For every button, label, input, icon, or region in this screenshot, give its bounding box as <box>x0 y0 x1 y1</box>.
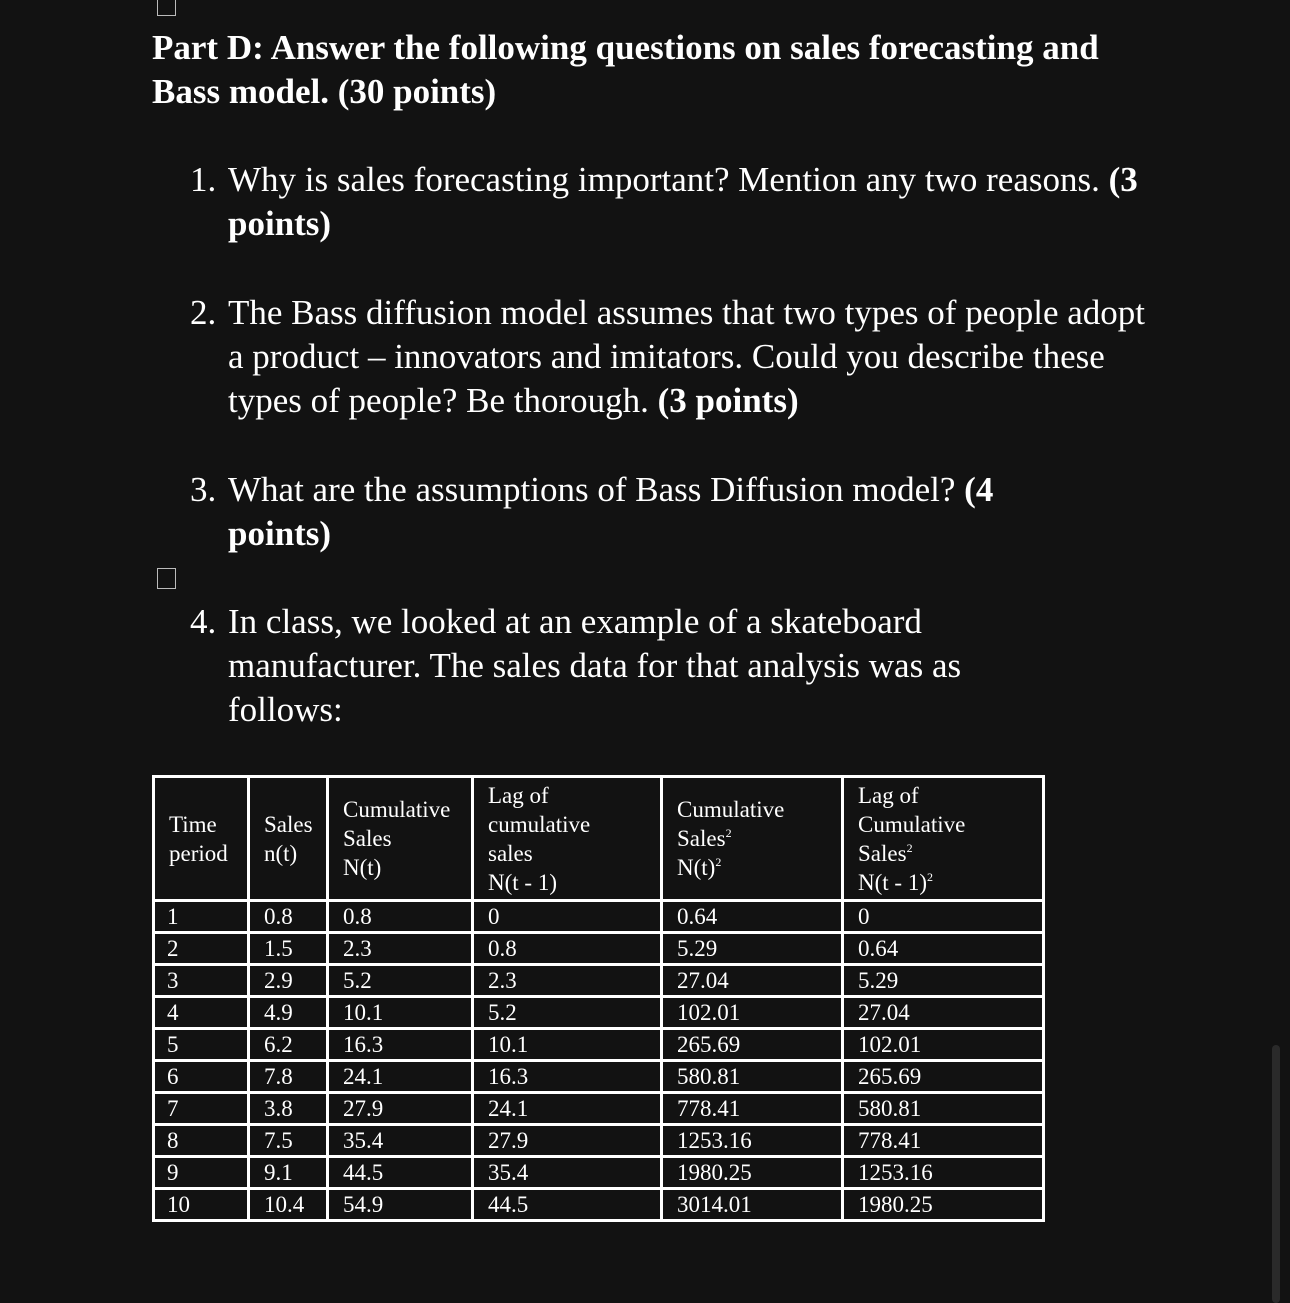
table-cell: 0.64 <box>662 901 843 933</box>
table-cell: 1253.16 <box>662 1125 843 1157</box>
question-3 <box>190 468 1150 556</box>
table-cell: 3 <box>154 965 249 997</box>
table-cell: 580.81 <box>662 1061 843 1093</box>
question-number: 1. <box>190 160 217 199</box>
table-row <box>154 1125 1044 1157</box>
table-cell: 44.5 <box>473 1189 662 1221</box>
table-cell: 1980.25 <box>843 1189 1044 1221</box>
question-number: 4. <box>190 602 217 641</box>
table-cell: 1.5 <box>249 933 328 965</box>
table-cell: 1253.16 <box>843 1157 1044 1189</box>
section-heading: Part D: Answer the following questions on sales forecasting and Bass model. (30 points) <box>152 28 1099 111</box>
table-cell: 1980.25 <box>662 1157 843 1189</box>
header-cumulative: Cumulative Sales N(t) <box>328 777 473 901</box>
sales-data-table <box>152 775 1045 1222</box>
table-row <box>154 933 1044 965</box>
table-cell: 27.9 <box>328 1093 473 1125</box>
table-cell: 5.2 <box>473 997 662 1029</box>
table-cell: 5 <box>154 1029 249 1061</box>
question-2 <box>190 291 1150 423</box>
table-cell: 0.8 <box>249 901 328 933</box>
table-cell: 1 <box>154 901 249 933</box>
table-row <box>154 1061 1044 1093</box>
table-row <box>154 1189 1044 1221</box>
scrollbar[interactable] <box>1272 1045 1280 1303</box>
table-cell: 10.4 <box>249 1189 328 1221</box>
table-row <box>154 997 1044 1029</box>
table-cell: 102.01 <box>843 1029 1044 1061</box>
table-cell: 2.3 <box>328 933 473 965</box>
table-cell: 8 <box>154 1125 249 1157</box>
table-cell: 10.1 <box>473 1029 662 1061</box>
table-cell: 778.41 <box>662 1093 843 1125</box>
question-4 <box>190 600 1150 732</box>
question-text: What are the assumptions of Bass Diffusion model? (4 points) <box>228 470 994 553</box>
checkbox[interactable] <box>157 568 176 589</box>
question-text: Why is sales forecasting important? Mention any two reasons. (3 points) <box>228 160 1138 243</box>
question-text: The Bass diffusion model assumes that two types of people adopt a product – innovators and imitators. Could you describe these types of people? Be thorough. (3 points) <box>228 293 1145 420</box>
question-points: (4 points) <box>228 470 994 553</box>
checkbox[interactable] <box>157 0 176 16</box>
question-1 <box>190 158 1150 246</box>
table-cell: 2.3 <box>473 965 662 997</box>
table-row <box>154 901 1044 933</box>
table-cell: 7.8 <box>249 1061 328 1093</box>
table-cell: 0 <box>843 901 1044 933</box>
table-cell: 35.4 <box>328 1125 473 1157</box>
table-cell: 6.2 <box>249 1029 328 1061</box>
table-header-row <box>154 777 1044 901</box>
table-cell: 24.1 <box>473 1093 662 1125</box>
header-lag-cumulative-squared: Lag of Cumulative Sales$^2$ N(t - 1)$^2$ <box>843 777 1044 901</box>
table-cell: 35.4 <box>473 1157 662 1189</box>
table-cell: 6 <box>154 1061 249 1093</box>
question-points: (3 points) <box>657 381 799 420</box>
table-row <box>154 965 1044 997</box>
table-cell: 4.9 <box>249 997 328 1029</box>
table-cell: 24.1 <box>328 1061 473 1093</box>
table-row <box>154 1029 1044 1061</box>
table-cell: 265.69 <box>843 1061 1044 1093</box>
header-time: Time period <box>154 777 249 901</box>
table-cell: 580.81 <box>843 1093 1044 1125</box>
header-cumulative-squared: Cumulative Sales$^2$ $N(t)^2$ <box>662 777 843 901</box>
table-body <box>154 901 1044 1221</box>
table-cell: 4 <box>154 997 249 1029</box>
table-cell: 0.64 <box>843 933 1044 965</box>
table-cell: 0.8 <box>328 901 473 933</box>
header-sales: Sales n(t) <box>249 777 328 901</box>
table-cell: 9.1 <box>249 1157 328 1189</box>
table-cell: 7 <box>154 1093 249 1125</box>
header-lag-cumulative: Lag of cumulative sales N(t - 1) <box>473 777 662 901</box>
table-cell: 2 <box>154 933 249 965</box>
table-cell: 10.1 <box>328 997 473 1029</box>
table-cell: 27.04 <box>843 997 1044 1029</box>
table-cell: 10 <box>154 1189 249 1221</box>
table-cell: 2.9 <box>249 965 328 997</box>
table-cell: 16.3 <box>473 1061 662 1093</box>
table-cell: 778.41 <box>843 1125 1044 1157</box>
question-number: 3. <box>190 470 217 509</box>
table-cell: 54.9 <box>328 1189 473 1221</box>
table-cell: 16.3 <box>328 1029 473 1061</box>
table-cell: 0 <box>473 901 662 933</box>
table-cell: 102.01 <box>662 997 843 1029</box>
table-cell: 5.2 <box>328 965 473 997</box>
table-cell: 44.5 <box>328 1157 473 1189</box>
table-cell: 7.5 <box>249 1125 328 1157</box>
table-cell: 27.04 <box>662 965 843 997</box>
table-cell: 5.29 <box>843 965 1044 997</box>
table-cell: 9 <box>154 1157 249 1189</box>
table-row <box>154 1157 1044 1189</box>
table-cell: 0.8 <box>473 933 662 965</box>
table-row <box>154 1093 1044 1125</box>
question-text: In class, we looked at an example of a skateboard manufacturer. The sales data for that analysis was as follows: <box>228 602 962 729</box>
table-cell: 265.69 <box>662 1029 843 1061</box>
question-points: (3 points) <box>228 160 1138 243</box>
table-cell: 5.29 <box>662 933 843 965</box>
table-cell: 3.8 <box>249 1093 328 1125</box>
table-cell: 27.9 <box>473 1125 662 1157</box>
question-number: 2. <box>190 293 217 332</box>
table-cell: 3014.01 <box>662 1189 843 1221</box>
